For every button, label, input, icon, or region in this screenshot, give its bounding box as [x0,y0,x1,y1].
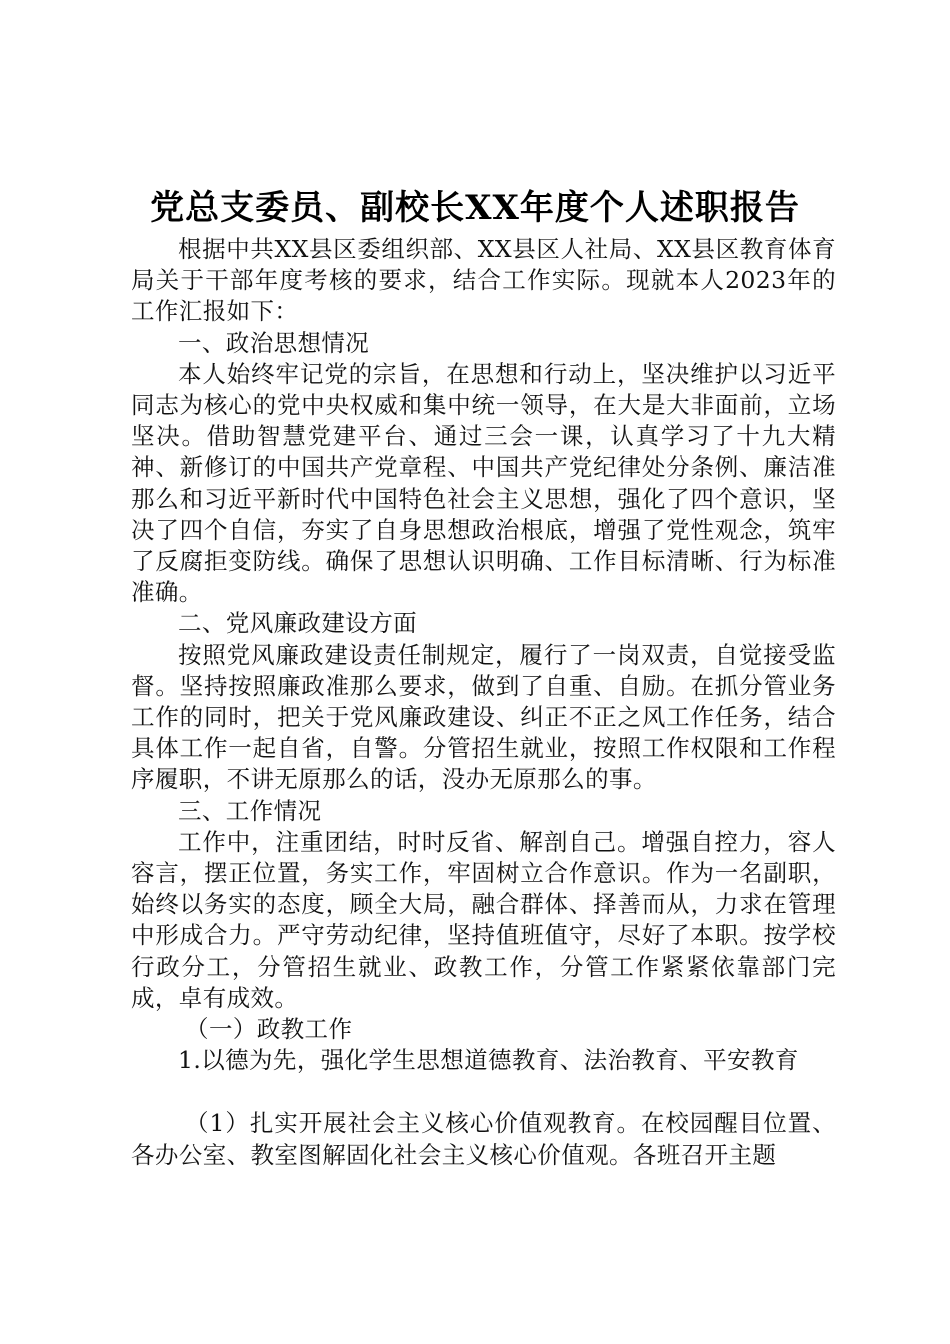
document-body [131,234,836,1171]
section-heading-integrity: 二、党风廉政建设方面 [178,609,417,638]
integrity-paragraph: 按照党风廉政建设责任制规定，履行了一岗双责，自觉接受监督。坚持按照廉政准那么要求，做到了自重、自励。在抓分管业务工作的同时，把关于党风廉政建设、纠正不正之风工作任务，结合具体工作一起自省，自警。分管招生就业，按照工作权限和工作程序履职，不讲无原那么的话，没办无原那么的事。 [131,640,836,794]
intro-paragraph: 根据中共XX县区委组织部、XX县区人社局、XX县区教育体育局关于干部年度考核的要求，结合工作实际。现就本人2023年的工作汇报如下： [131,235,836,326]
section-heading-work: 三、工作情况 [178,796,322,825]
work-paragraph: 工作中，注重团结，时时反省、解剖自己。增强自控力，容人容言，摆正位置，务实工作，牢固树立合作意识。作为一名副职，始终以务实的态度，顾全大局，融合群体、择善而从，力求在管理中形成合力。严守劳动纪律，坚持值班值守，尽好了本职。按学校行政分工，分管招生就业、政教工作，分管工作紧紧依靠部门完成，卓有成效。 [131,827,836,1012]
document-title: 党总支委员、副校长XX年度个人述职报告 [150,188,800,228]
politics-paragraph: 本人始终牢记党的宗旨，在思想和行动上，坚决维护以习近平同志为核心的党中央权威和集中统一领导，在大是大非面前，立场坚决。借助智慧党建平台、通过三会一课，认真学习了十九大精神、新修订的中国共产党章程、中国共产党纪律处分条例、廉洁准那么和习近平新时代中国特色社会主义思想，强化了四个意识，坚决了四个自信，夯实了自身思想政治根底，增强了党性观念，筑牢了反腐拒变防线。确保了思想认识明确、工作目标清晰、行为标准准确。 [131,359,836,607]
subsection-heading-political-education: （一）政教工作 [185,1015,353,1044]
core-values-paragraph: （1）扎实开展社会主义核心价值观教育。在校园醒目位置、各办公室、教室图解固化社会主义核心价值观。各班召开主题 [131,1109,836,1169]
section-heading-politics: 一、政治思想情况 [178,328,370,357]
numbered-item-moral-education: 1.以德为先，强化学生思想道德教育、法治教育、平安教育 [178,1046,799,1075]
